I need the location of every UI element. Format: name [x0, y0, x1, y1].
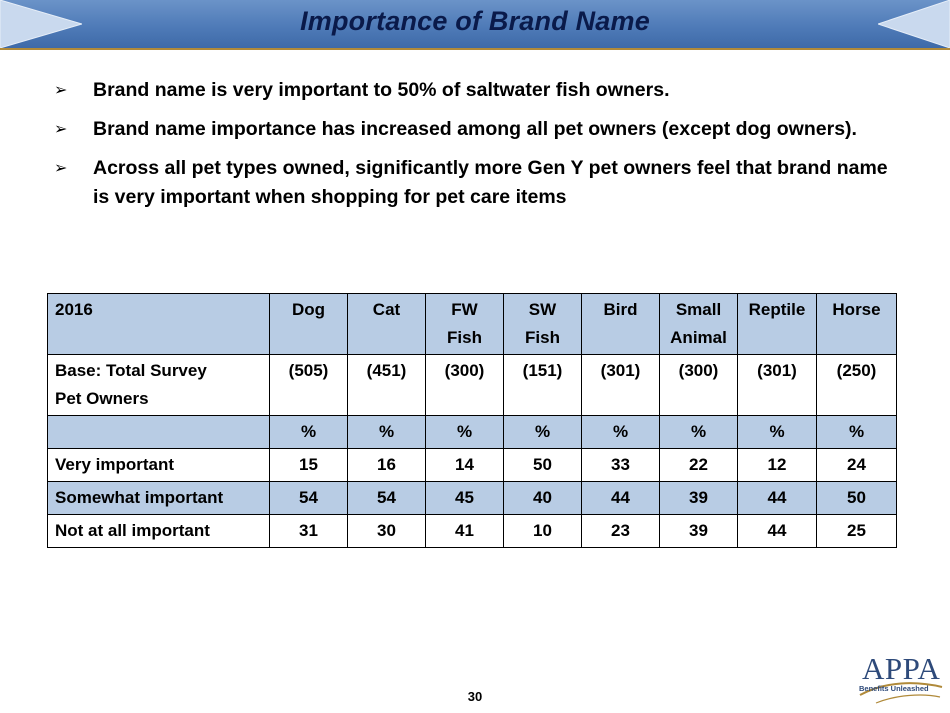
column-header-reptile: Reptile — [738, 294, 817, 355]
arrow-bullet-icon: ➢ — [54, 82, 68, 99]
arrow-bullet-icon: ➢ — [54, 160, 68, 177]
row-label: Not at all important — [48, 515, 270, 548]
bullet-text: Across all pet types owned, significantly more Gen Y pet owners feel that brand name is very important when shopping for pet care items — [93, 157, 888, 208]
year-cell: 2016 — [48, 294, 270, 355]
row-label: Very important — [48, 449, 270, 482]
page-title: Importance of Brand Name — [300, 6, 650, 36]
table-cell: 10 — [504, 515, 582, 548]
table-cell: 50 — [504, 449, 582, 482]
column-header-cat: Cat — [348, 294, 426, 355]
bullet-item — [54, 115, 904, 144]
brand-importance-table — [47, 293, 897, 548]
arrow-bullet-icon: ➢ — [54, 121, 68, 138]
table-cell: 24 — [817, 449, 897, 482]
base-value: (300) — [660, 355, 738, 416]
bullet-item — [54, 154, 904, 212]
table-cell: 39 — [660, 482, 738, 515]
base-value: (301) — [582, 355, 660, 416]
table-cell: 31 — [270, 515, 348, 548]
column-header-bird: Bird — [582, 294, 660, 355]
table-cell: 44 — [738, 515, 817, 548]
logo-wordmark: APPA — [862, 651, 941, 686]
row-label: Somewhat important — [48, 482, 270, 515]
table-cell: 41 — [426, 515, 504, 548]
table-cell: 44 — [582, 482, 660, 515]
column-header-fw-fish: FW Fish — [426, 294, 504, 355]
column-header-dog: Dog — [270, 294, 348, 355]
base-value: (300) — [426, 355, 504, 416]
bullet-item — [54, 76, 904, 105]
table-cell: 22 — [660, 449, 738, 482]
unit-label — [48, 416, 270, 449]
base-value: (151) — [504, 355, 582, 416]
table-cell: 25 — [817, 515, 897, 548]
column-header-sw-fish: SW Fish — [504, 294, 582, 355]
table-cell: 14 — [426, 449, 504, 482]
base-value: (250) — [817, 355, 897, 416]
bullet-text: Brand name is very important to 50% of saltwater fish owners. — [93, 79, 670, 101]
table-cell: 16 — [348, 449, 426, 482]
table-cell: 54 — [348, 482, 426, 515]
table-cell: 23 — [582, 515, 660, 548]
unit-cell: % — [817, 416, 897, 449]
table-cell: 54 — [270, 482, 348, 515]
appa-logo — [856, 651, 944, 707]
table-cell: 39 — [660, 515, 738, 548]
unit-cell: % — [348, 416, 426, 449]
table-cell: 44 — [738, 482, 817, 515]
table-cell: 50 — [817, 482, 897, 515]
table-cell: 30 — [348, 515, 426, 548]
bullet-list — [54, 76, 904, 222]
unit-row — [48, 416, 897, 449]
table-cell: 40 — [504, 482, 582, 515]
bullet-text: Brand name importance has increased among all pet owners (except dog owners). — [93, 118, 857, 140]
base-row — [48, 355, 897, 416]
unit-cell: % — [504, 416, 582, 449]
table-cell: 45 — [426, 482, 504, 515]
table-row — [48, 482, 897, 515]
table-row — [48, 449, 897, 482]
header-row — [48, 294, 897, 355]
table-cell: 12 — [738, 449, 817, 482]
column-header-horse: Horse — [817, 294, 897, 355]
logo-tagline: Benefits Unleashed — [859, 684, 929, 693]
table-row — [48, 515, 897, 548]
unit-cell: % — [738, 416, 817, 449]
unit-cell: % — [660, 416, 738, 449]
unit-cell: % — [582, 416, 660, 449]
title-banner — [0, 0, 950, 50]
page-number: 30 — [467, 689, 483, 704]
table-cell: 15 — [270, 449, 348, 482]
base-value: (451) — [348, 355, 426, 416]
base-value: (505) — [270, 355, 348, 416]
base-value: (301) — [738, 355, 817, 416]
unit-cell: % — [270, 416, 348, 449]
column-header-small-animal: Small Animal — [660, 294, 738, 355]
table-cell: 33 — [582, 449, 660, 482]
base-label: Base: Total Survey Pet Owners — [48, 355, 270, 416]
unit-cell: % — [426, 416, 504, 449]
